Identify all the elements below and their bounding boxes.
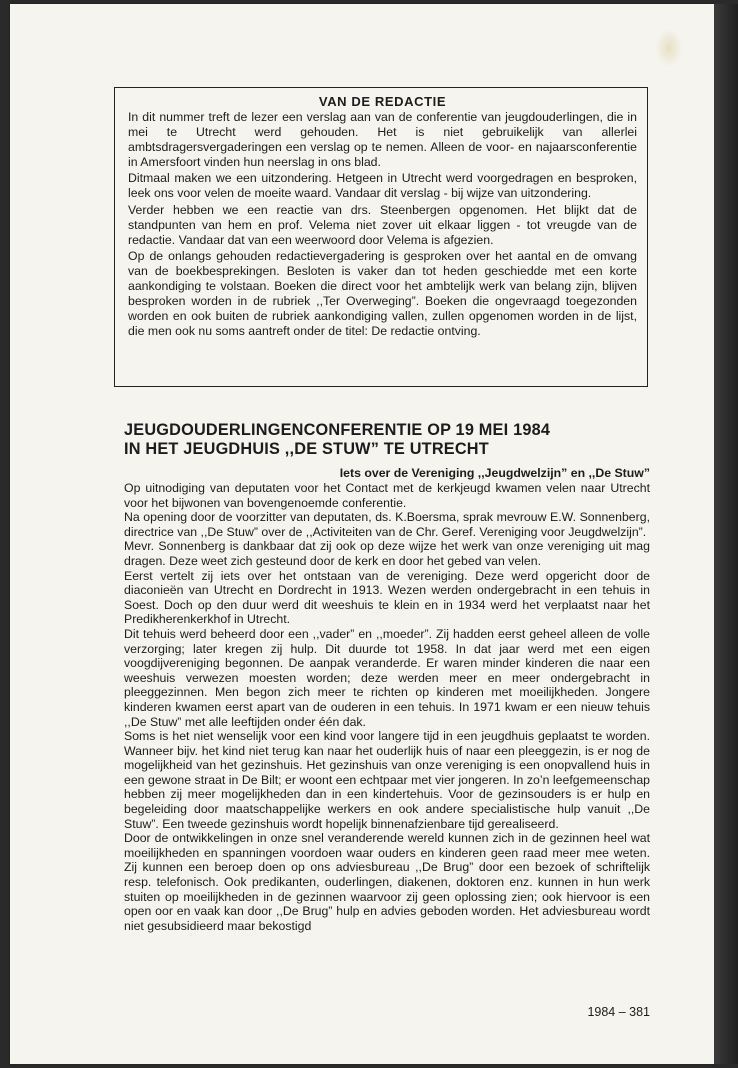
article-paragraph-3: Mevr. Sonnenberg is dankbaar dat zij ook op deze wijze het werk van onze vereniging uit mag dragen. Deze weet zich gesteund door de kerk en door het gebed van velen. (124, 539, 650, 568)
article-paragraph-4: Eerst vertelt zij iets over het ontstaan van de vereniging. Deze werd opgericht door de diaconieën van Utrecht en Dordrecht in 1913. Wezen werden ondergebracht in een tehuis in Soest. Doch op den duur werd dit weeshuis te klein en in 1934 werd het verplaatst naar het Predikherenkerkhof in Utrecht. (124, 568, 650, 627)
article-subtitle: Iets over de Vereniging ,,Jeugdwelzijn” en ,,De Stuw” (339, 466, 650, 480)
article-paragraph-5: Dit tehuis werd beheerd door een ,,vader” en ,,moeder”. Zij hadden eerst geheel alleen de volle verzorging; later kregen zij hulp. Dit duurde tot 1958. In dat jaar werd met een eigen voogdijvereniging begonnen. De aanpak veranderde. Er waren minder kinderen die naar een weeshuis verwezen moesten worden; deze werden meer en meer ondergebracht in pleeggezinnen. Men begon zich meer te richten op kinderen met moeilijkheden. Jongere kinderen kwamen eerst apart van de ouderen in een tehuis. In 1971 kwam er een nieuw tehuis ,,De Stuw” met alle leeftijden onder één dak. (124, 626, 650, 729)
article-paragraph-2: Na opening door de voorzitter van deputaten, ds. K.Boersma, sprak mevrouw E.W. Sonnenberg, directrice van ,,De Stuw” over de ,,Activiteiten van de Chr. Geref. Vereniging voor Jeugdwelzijn”. (124, 510, 650, 539)
article-body (124, 481, 650, 933)
paper-stain (655, 28, 683, 68)
article-heading (124, 421, 654, 459)
article-paragraph-1: Op uitnodiging van deputaten voor het Contact met de kerkjeugd kwamen velen naar Utrecht voor het bijwonen van bovengenoemde conferentie. (124, 481, 650, 510)
editorial-paragraph-4: Op de onlangs gehouden redactievergadering is gesproken over het aantal en de omvang van de boekbesprekingen. Besloten is vaker dan tot heden geschiedde met een korte aankondiging te volstaan. Boeken die direct voor het ambtelijk werk van belang zijn, blijven besproken worden in de rubriek ,,Ter Overweging”. Boeken die ongevraagd toegezonden worden en ook buiten de rubriek aankondiging vallen, zullen opgenomen worden in de lijst, die men ook nu soms aantreft onder de titel: De redactie ontving. (128, 248, 637, 339)
article-heading-line-1: JEUGDOUDERLINGENCONFERENTIE OP 19 MEI 1984 (124, 421, 551, 439)
editorial-box (114, 87, 648, 387)
page-number: 1984 – 381 (587, 1005, 650, 1019)
article-paragraph-6: Soms is het niet wenselijk voor een kind voor langere tijd in een jeugdhuis geplaatst te worden. Wanneer bijv. het kind niet terug kan naar het ouderlijk huis of naar een pleeggezin, is er nog de mogelijkheid van het gezinshuis. Het gezinshuis van onze vereniging is een onopvallend huis in een gewone straat in De Bilt; er woont een echtpaar met vier jongeren. In zo’n leefgemeenschap hebben zij meer mogelijkheden dan in een kindertehuis. Voor de gezinsouders is er hulp en begeleiding door maatschappelijke werkers en ook andere specialistische hulp vanuit ,,De Stuw”. Een tweede gezinshuis wordt hopelijk binnenafzienbare tijd gerealiseerd. (124, 729, 650, 831)
scan-edge (714, 4, 738, 1064)
editorial-paragraph-3: Verder hebben we een reactie van drs. Steenbergen opgenomen. Het blijkt dat de standpunten van hem en prof. Velema niet zover uit elkaar liggen - tot vreugde van de redactie. Vandaar dat van een weerwoord door Velema is afgezien. (128, 202, 637, 247)
editorial-paragraph-2: Ditmaal maken we een uitzondering. Hetgeen in Utrecht werd voorgedragen en besproken, leek ons voor velen de moeite waard. Vandaar dit verslag - bij wijze van uitzondering. (128, 171, 637, 201)
editorial-paragraph-1: In dit nummer treft de lezer een verslag aan van de conferentie van jeugdouderlingen, die in mei te Utrecht werd gehouden. Het is niet gebruikelijk van allerlei ambtsdragersvergaderingen een verslag op te nemen. Alleen de voor- en najaarsconferentie in Amersfoort vinden hun neerslag in ons blad. (128, 110, 637, 170)
article-paragraph-7: Door de ontwikkelingen in onze snel veranderende wereld kunnen zich in de gezinnen heel wat moeilijkheden en spanningen voordoen waar ouders en kinderen geen raad meer mee weten. Zij kunnen een beroep doen op ons adviesbureau ,,De Brug” door een bezoek of schriftelijk resp. telefonisch. Ook predikanten, ouderlingen, diakenen, doktoren enz. kunnen in hun werk stuiten op moeilijkheden in de gezinnen waarvoor zij geen oplossing zien; ook hiervoor is een open oor en vaak kan door ,,De Brug” hulp en advies geboden worden. Het adviesbureau wordt niet gesubsidieerd maar bekostigd (124, 831, 650, 933)
document-page (10, 4, 714, 1064)
editorial-title: VAN DE REDACTIE (318, 94, 447, 109)
article-heading-line-2: IN HET JEUGDHUIS ,,DE STUW” TE UTRECHT (124, 440, 489, 458)
